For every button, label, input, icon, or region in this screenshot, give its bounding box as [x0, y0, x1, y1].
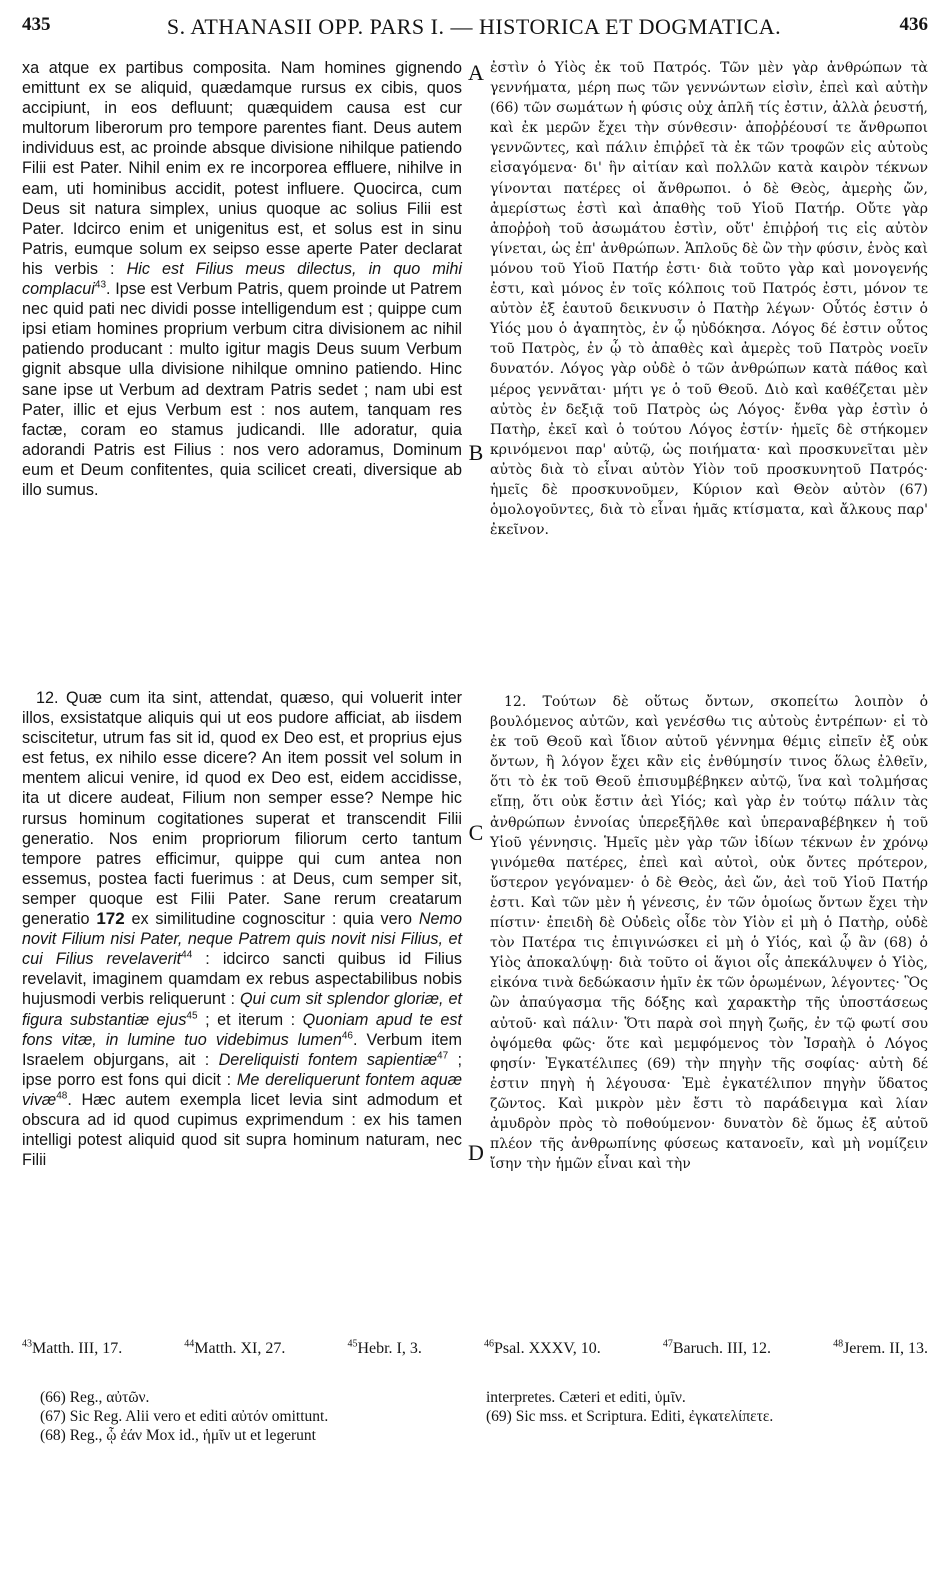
page-number-left: 435: [22, 14, 51, 35]
variant-notes-right: [486, 1388, 926, 1426]
greek-paragraph: 12. Τούτων δὲ οὕτως ὄντων, σκοπείτω λοιπὸν ὁ βουλόμενος αὐτῶν, καὶ γενέσθω τις αὐτοὺς ἐντρέπων· εἰ τὸ ἐκ τοῦ Θεοῦ καὶ ἴδιον αὐτοῦ γέννημα θέμις εἰπεῖν ἐξ οὐκ ὄντων, ἢ λόγον ἔχει κἂν εἰς ἐνθύμησίν τινος ὅλως ἐλθεῖν, ὅτι τὸ ἐκ τοῦ Θεοῦ ἐπισυμβέβηκεν αὐτῷ, ἵνα καὶ τολμήσας εἴπῃ, ὅτι οὐκ ἔστιν ἀεὶ Υἱός; καὶ γὰρ ἐν τούτῳ πάλιν τὰς ἀνθρώπων ἐννοίας ὑπερεξῆλθε καὶ ὑπεραναβέβηκεν ἡ τοῦ Υἱοῦ γέννησις. Ἡμεῖς μὲν γὰρ τῶν ἰδίων τέκνων ἐν χρόνῳ γινόμεθα πατέρες, ἐπεὶ καὶ αὐτοὶ, οὐκ ὄντες πρότερον, ὕστερον γεγόναμεν· ὁ δὲ Θεὸς, ἀεὶ ὤν, ἀεὶ τοῦ Υἱοῦ Πατήρ ἐστι. Καὶ τῶν μὲν ἡ γένεσις, ἐν τῶν ὁμοίως ὄντων ἔχει τὴν πίστιν· ἐπειδὴ δὲ Οὐδεὶς οἶδε τὸν Υἱὸν εἰ μὴ ὁ Πατὴρ, οὐδὲ τὸν Πατέρα τις ἐπιγινώσκει εἰ μὴ ὁ Υἱός, καὶ ᾧ ἂν (68) ὁ Υἱὸς ἀποκαλύψῃ· διὰ τοῦτο οἱ ἅγιοι οἷς ἀπεκάλυψεν ὁ Υἱὸς, εἰκόνα τινὰ δεδώκασιν ἡμῖν ἐκ τῶν ὁρωμένων, λέγοντες· Ὃς ὢν ἀπαύγασμα τῆς δόξης καὶ χαρακτὴρ τῆς ὑποστάσεως αὐτοῦ· καὶ πάλιν· Ὅτι παρὰ σοὶ πηγὴ ζωῆς, ἐν τῷ φωτί σου ὀψόμεθα φῶς· ὅτε καὶ μεμφόμενος τὸν Ἰσραὴλ ὁ Λόγος φησίν· Ἐγκατέλιπες (69) τὴν πηγὴν τῆς σοφίας· αὐτὴ δέ ἐστιν πηγὴ ἡ λέγουσα· Ἐμὲ ἐγκατέλιπον πηγὴν ὕδατος ζῶντος. Καὶ μικρὸν μὲν ἔστι τὸ παράδειγμα καὶ λίαν ἀμυδρὸν πρὸς τὸ ποθούμενον· δυνατὸν δὲ ὅμως ἐξ αὐτοῦ πλέον τῆς ἀνθρωπίνης φύσεως κατανοεῖν, καὶ μὴ νομίζειν ἴσην τὴν ἡμῶν εἶναι καὶ τὴν: [490, 694, 928, 1173]
greek-paragraph: ἐστὶν ὁ Υἱὸς ἐκ τοῦ Πατρός. Τῶν μὲν γὰρ ἀνθρώπων τὰ γεννήματα, μέρη πως τῶν γεννώντων εἰσὶν, ἐπεὶ καὶ αὐτὴν (66) τῶν σωμάτων ἡ φύσις οὐχ ἁπλῆ τίς ἐστιν, ἀλλὰ ῥευστή, καὶ ἐκ μερῶν ἔχει τὴν σύνθεσιν· ἀποῤῥέουσί τε ἄνθρωποι γεννῶντες, καὶ πάλιν ἐπιῤῥεῖ τὰ ἐκ τῶν τροφῶν εἰς αὐτοὺς εἰσαγόμενα· δι' ἣν αἰτίαν καὶ πολλῶν κατὰ καιρὸν τέκνων γίνονται πατέρες οἱ ἄνθρωποι. ὁ δὲ Θεὸς, ἀμερὴς ὤν, ἀμερίστως ἐστὶ καὶ ἀπαθὴς τοῦ Υἱοῦ Πατήρ. Οὔτε γὰρ ἀποῤῥοὴ τοῦ ἀσωμάτου ἐστὶν, οὔτ' ἐπιῤῥοή τις εἰς αὐτὸν γίνεται, ὡς ἐπ' ἀνθρώπων. Ἁπλοῦς δὲ ὢν τὴν φύσιν, ἑνὸς καὶ μόνου τοῦ Υἱοῦ Πατήρ ἐστι· διὰ τοῦτο γὰρ καὶ μονογενής ἐστι, καὶ μόνος ἐν τοῖς κόλποις τοῦ Πατρός ἐστι, μόνον τε αὐτὸν ἐξ ἑαυτοῦ δεικνυσιν ὁ Πατὴρ λέγων· Οὗτός ἐστιν ὁ Υἱός μου ὁ ἀγαπητὸς, ἐν ᾧ ηὐδόκησα. Λόγος δέ ἐστιν οὗτος τοῦ Πατρὸς, ἐν ᾧ τὸ ἀπαθὲς καὶ ἀμερὲς τοῦ Πατρὸς νοεῖν δυνατόν. Λόγος γὰρ οὐδὲ ὁ τῶν ἀνθρώπων κατὰ πάθος καὶ μέρος γεννᾶται· μήτι γε ὁ τοῦ Θεοῦ. Διὸ καὶ καθέζεται μὲν αὐτὸς ἐν δεξιᾷ τοῦ Πατρὸς ὡς Λόγος· ἔνθα γὰρ ἐστὶν ὁ Πατὴρ, ἐκεῖ καὶ ὁ τούτου Λόγος ἐστίν· ἡμεῖς δὲ στήκομεν κρινόμενοι παρ' αὐτῷ, ὡς ποιήματα· καὶ προσκυνεῖται μὲν αὐτὸς διὰ τὸ εἶναι αὐτὸν Υἱὸν τοῦ προσκυνητοῦ Πατρός· ἡμεῖς δὲ προσκυνοῦμεν, Κύριον καὶ Θεὸν αὐτὸν (67) ὁμολογοῦντες, διὰ τὸ εἶναι ἡμᾶς κτίσματα, καὶ ἄλκους παρ' ἐκεῖνον.: [490, 60, 928, 539]
footnote-ref: 48: [56, 1090, 68, 1102]
footnote-number: 48: [833, 1338, 844, 1350]
footnote: [184, 1340, 285, 1358]
footnote-text: Baruch. III, 12.: [672, 1340, 772, 1357]
scripture-quote: Me dereliquerunt fontem aquæ vivæ: [22, 1070, 462, 1109]
footnote-text: Hebr. I, 3.: [357, 1340, 422, 1357]
margin-letter-c: C: [468, 820, 484, 845]
scripture-quote: Nemo novit Filium nisi Pater, neque Patrem quis novit nisi Filius, et cui Filius revelaverit: [22, 910, 462, 969]
footnote-number: 46: [483, 1338, 494, 1350]
footnote-ref: 45: [186, 1010, 198, 1022]
scripture-quote: Dereliquisti fontem sapientiæ: [218, 1050, 438, 1069]
scripture-footnotes: [22, 1340, 928, 1358]
margin-letter-a: A: [468, 60, 484, 85]
footnote: [484, 1340, 601, 1358]
footnote-number: 44: [184, 1338, 195, 1350]
variant-note: interpretes. Cæteri et editi, ὑμῖν.: [486, 1389, 686, 1406]
scripture-quote: Qui cum sit splendor gloriæ, et figura substantiæ ejus: [22, 990, 462, 1029]
margin-letter-d: D: [468, 1140, 484, 1165]
variant-note: (66) Reg., αὐτῶν.: [40, 1389, 150, 1406]
footnote: [347, 1340, 421, 1358]
latin-paragraph: [22, 58, 462, 500]
latin-text: . Hæc autem exempla licet levia sint admodum et obscura ad id quod cupimus exprimendum : ex his tamen intelligi potest aliquid quod sit supra hominum naturam, nec Filii: [22, 1090, 462, 1170]
page-header: [0, 14, 948, 48]
variant-notes-left: [40, 1388, 470, 1445]
footnote-ref: 47: [437, 1050, 449, 1062]
footnote-ref: 46: [341, 1030, 353, 1042]
footnote: [663, 1340, 771, 1358]
running-title: S. ATHANASII OPP. PARS I. — HISTORICA ET DOGMATICA.: [166, 14, 782, 39]
latin-text: ; et iterum :: [197, 1010, 303, 1029]
latin-paragraph: [22, 688, 462, 1170]
scripture-quote: Hic est Filius meus dilectus, in quo mihi complacui: [22, 259, 462, 299]
variant-note: (68) Reg., ᾧ ἐάν Mox id., ἡμῖν ut et legerunt: [40, 1427, 316, 1444]
footnote-text: Jerem. II, 13.: [843, 1340, 928, 1357]
latin-text: 12. Quæ cum ita sint, attendat, quæso, qui voluerit inter illos, exsistatque aliquis qui ut eos pudore afficiat, ab iisdem sciscitetur, utrum fas sit id, quod ex Deo est, et proprius ejus est fetus, ex nihilo esse dicere? An item possit vel solum in mentem alicui venire, id quod ex Deo est, eidem accidisse, ita ut dicere audeat, Filium non semper esse? Nempe hic rursus hominum cogitationes superat et transcendit Filii generatio. Nos enim propriorum filiorum certo tantum tempore patres efficimur, quippe qui cum antea non essemus, postea facti fuerimus : at Deus, cum semper sit, semper quoque est Filii Pater. Sane rerum creatarum generatio: [22, 689, 462, 929]
latin-text: . Ipse est Verbum Patris, quem proinde ut Patrem nec quid pati nec dividi posse intelligendum est ; quippe cum ipsi etiam homines proprium verbum citra divisionem ac nihil patiendo producant : multo igitur magis Deus suum Verbum gignit absque ulla divisione nihilque omnino patiendo. Hinc sane ipse ut Verbum ad dextram Patris sedet ; nam ubi est Pater, illic et ejus Verbum est : nos autem, tanquam res factæ, coram eo stamus judicandi. Ille adoratur, quia adorandi Patris est Filius : nos vero adoramus, Dominum eum et Deum confitentes, quia scilicet creati, diversique ab illo sumus.: [22, 280, 462, 499]
latin-text: ; ipse porro est fons qui dicit :: [22, 1050, 462, 1089]
latin-text: ex similitudine cognoscitur : quia vero: [124, 910, 419, 929]
footnote-number: 47: [662, 1338, 673, 1350]
latin-text: : idcirco sancti quibus id Filius revelavit, imaginem quamdam ex rebus aspectabilibus nobis hujusmodi verbis reliquerunt :: [22, 950, 462, 1009]
footnote-ref: 44: [181, 949, 193, 961]
scripture-quote: Quoniam apud te est fons vitæ, in lumine tuo videbimus lumen: [22, 1010, 462, 1049]
footnote-text: Matth. III, 17.: [32, 1340, 123, 1357]
latin-column-paragraph-2: [22, 688, 462, 1170]
greek-column-paragraph-1: [490, 58, 928, 540]
footnote-text: Matth. XI, 27.: [194, 1340, 286, 1357]
margin-letter-b: B: [468, 440, 484, 465]
footnote-ref: 43: [94, 279, 107, 291]
latin-text: xa atque ex partibus composita. Nam homines gignendo emittunt ex se aliquid, quædamque rursus ex cibis, quos accipiunt, in eos defluunt; quæquidem causa est cur multorum liberorum pro tempore parentes fiant. Deus autem individuus est, ac proinde absque divisione nihilque patiendo Filii est Pater. Nihil enim ex re incorporea effluere, nihilve in eam, uti hominibus accidit, potest influere. Quocirca, cum Deus sit natura simplex, unius quoque ac solius Filii est Pater. Idcirco enim et unigenitus est, et solus est in sinu Patris, eumque solum ex seipso esse aperte Pater declarat his verbis :: [22, 59, 462, 278]
footnote-text: Psal. XXXV, 10.: [493, 1340, 601, 1357]
latin-column-paragraph-1: [22, 58, 462, 500]
greek-column-paragraph-2: [490, 692, 928, 1174]
variant-note: (69) Sic mss. et Scriptura. Editi, ἐγκατελίπετε.: [486, 1408, 774, 1425]
variant-note: (67) Sic Reg. Alii vero et editi αὐτόν omittunt.: [40, 1408, 329, 1425]
page-number-right: 436: [899, 14, 928, 35]
original-page-marker: 172: [96, 909, 125, 929]
footnote-number: 43: [22, 1338, 32, 1350]
footnote: [833, 1340, 928, 1358]
footnote-number: 45: [347, 1338, 358, 1350]
latin-text: . Verbum item Israelem objurgans, ait :: [22, 1030, 462, 1069]
footnote: [22, 1340, 122, 1358]
